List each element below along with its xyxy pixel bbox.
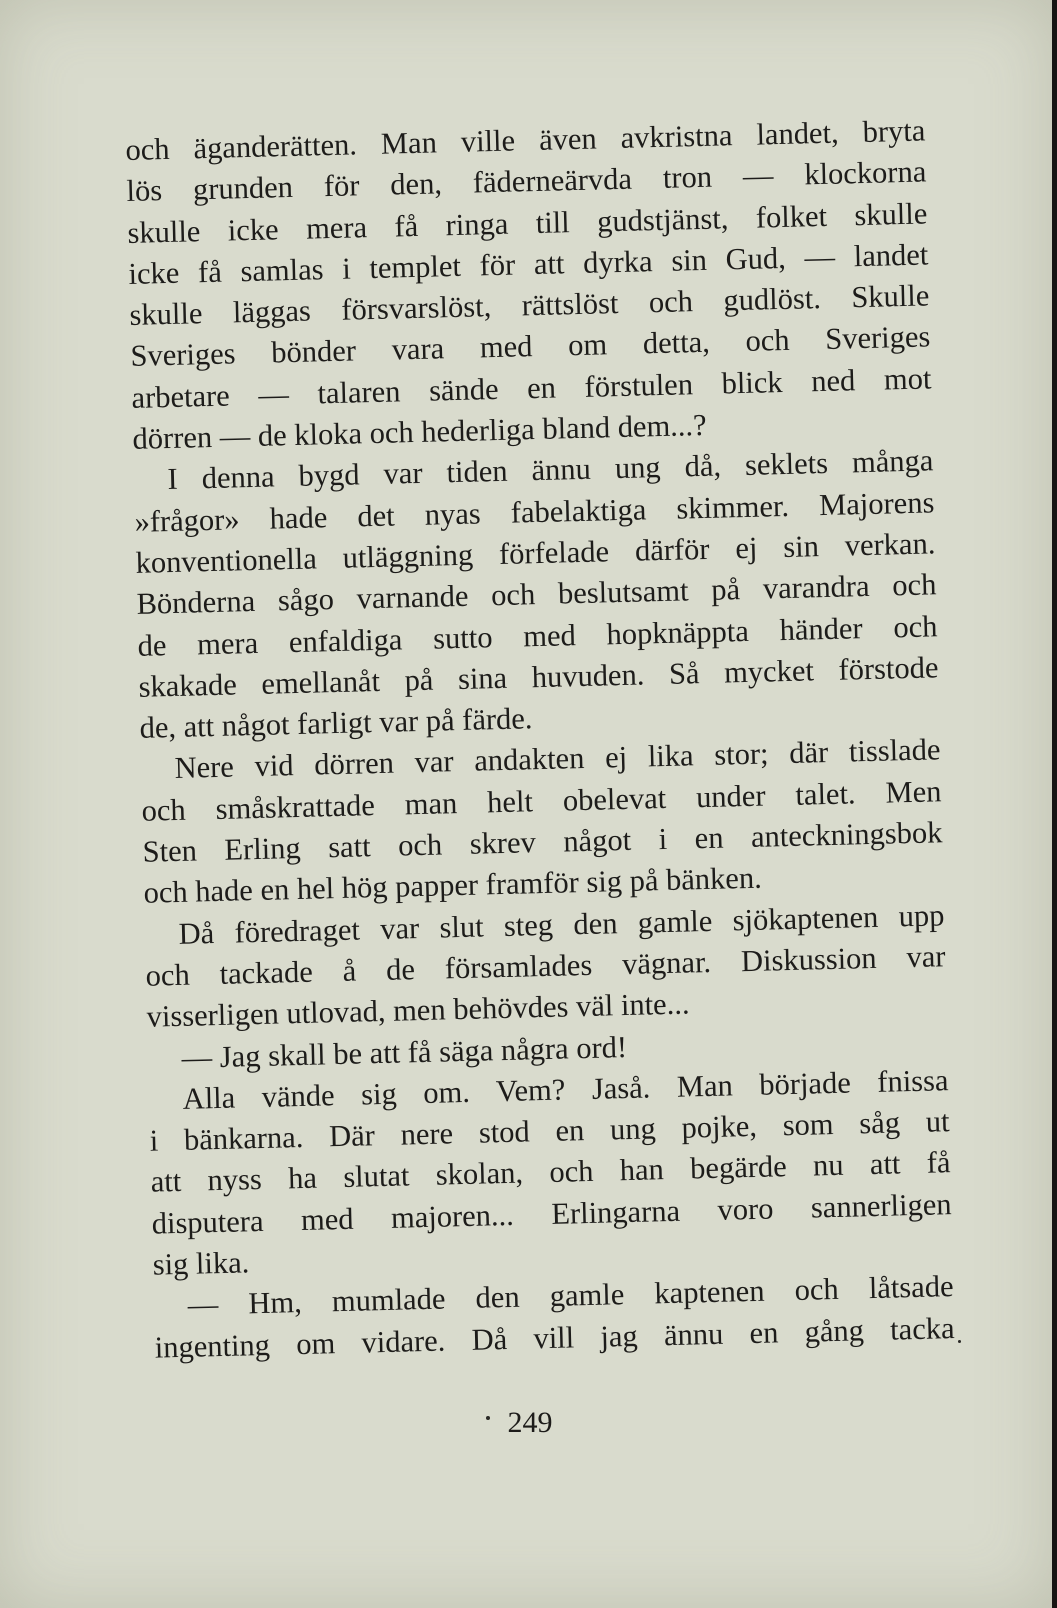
text-line: lös grunden för den, fäderneärvda tron — klockorna	[126, 154, 927, 209]
text-line: konventionella utläggning förfelade därför ej sin verkan.	[135, 526, 936, 580]
text-line: och tackade å de församlades vägnar. Diskussion var	[145, 939, 946, 993]
text-line: arbetare — talaren sände en förstulen blick ned mot	[131, 361, 932, 415]
text-line: »frågor» hade det nyas fabelaktiga skimmer. Majorens	[134, 485, 935, 539]
text-line: — Hm, mumlade den gamle kaptenen och låtsade	[187, 1269, 954, 1323]
text-line: de mera enfaldiga sutto med hopknäppta händer och	[137, 608, 938, 663]
text-line: och hade en hel hög papper framför sig på bänken.	[143, 861, 763, 911]
text-line: skulle icke mera få ringa till gudstjänst, folket skulle	[127, 196, 928, 250]
text-line: disputera med majoren... Erlingarna voro sannerligen	[151, 1186, 952, 1241]
text-line: dörren — de kloka och hederliga bland dem...?	[132, 407, 708, 456]
text-line: skakade emellanåt på sina huvuden. Så mycket förstode	[138, 650, 939, 704]
text-line: att nyss ha slutat skolan, och han begärde nu att få	[150, 1145, 951, 1200]
print-speck	[958, 1340, 961, 1343]
text-line: — Jag skall be att få säga några ord!	[181, 1029, 628, 1075]
body-text	[125, 110, 955, 1368]
text-line: Sten Erling satt och skrev något i en anteckningsbok	[142, 815, 943, 869]
text-line: i bänkarna. Där nere stod en ung pojke, som såg ut	[149, 1104, 950, 1158]
text-line: I denna bygd var tiden ännu ung då, seklets många	[167, 443, 934, 497]
text-line: Nere vid dörren var andakten ej lika stor; där tisslade	[174, 732, 941, 786]
text-line: och småskrattade man helt obelevat under talet. Men	[141, 774, 942, 828]
text-line: Då föredraget var slut steg den gamle sjökaptenen upp	[178, 897, 945, 951]
page-number: 249	[507, 1406, 553, 1439]
text-line: och äganderätten. Man ville även avkristna landet, bryta	[125, 113, 926, 167]
text-line: sig lika.	[152, 1245, 250, 1282]
text-line: Bönderna sågo varnande och beslutsamt på varandra och	[136, 567, 937, 622]
text-line: Alla vände sig om. Vem? Jaså. Man började fnissa	[182, 1062, 949, 1116]
text-line: Sveriges bönder vara med om detta, och Sveriges	[130, 319, 931, 374]
text-line: visserligen utlovad, men behövdes väl inte...	[146, 986, 690, 1034]
text-line: skulle läggas försvarslöst, rättslöst och gudlöst. Skulle	[129, 278, 930, 333]
text-line: de, att något farligt var på färde.	[139, 701, 533, 745]
text-line: ingenting om vidare. Då vill jag ännu en gång tacka	[154, 1310, 955, 1365]
text-line: icke få samlas i templet för att dyrka sin Gud, — landet	[128, 237, 929, 291]
